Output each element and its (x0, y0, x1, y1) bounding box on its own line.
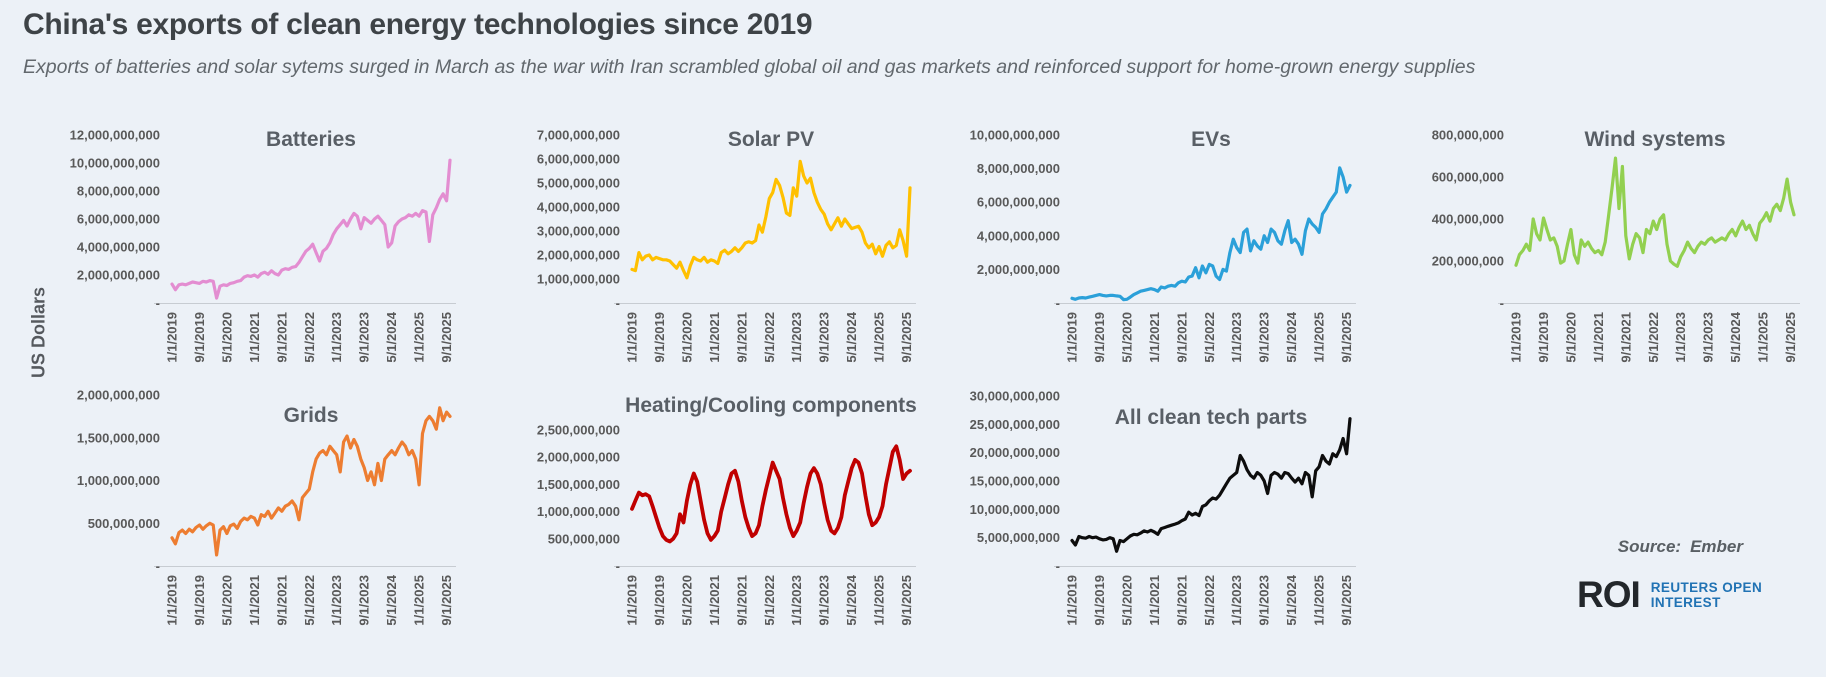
y-tick-label: 2,000,000,000 (536, 449, 620, 465)
y-axis-unit-label: US Dollars (28, 286, 49, 379)
x-tick-label: 1/1/2021 (706, 575, 722, 626)
x-tick-label: 5/1/2022 (761, 312, 777, 363)
x-tick-label: 9/1/2025 (1783, 312, 1799, 363)
roi-logo (1577, 574, 1763, 615)
x-tick-label: 5/1/2020 (219, 575, 235, 626)
y-tick-label: 8,000,000,000 (76, 183, 160, 199)
x-tick-label: 1/1/2021 (246, 575, 262, 626)
y-tick-label: 10,000,000,000 (969, 501, 1060, 517)
x-tick-label: 1/1/2023 (1229, 575, 1245, 626)
y-tick-label: - (615, 558, 620, 574)
y-tick-label: 6,000,000,000 (76, 211, 160, 227)
batteries-chart-title: Batteries (266, 128, 356, 151)
y-tick-label: 200,000,000 (1431, 253, 1504, 269)
solar-pv-chart (482, 98, 922, 376)
x-tick-label: 5/1/2020 (1119, 312, 1135, 363)
y-tick-label: 600,000,000 (1431, 169, 1504, 185)
y-tick-label: 6,000,000,000 (536, 151, 620, 167)
x-tick-label: 1/1/2025 (411, 575, 427, 626)
x-tick-label: 1/1/2025 (871, 312, 887, 363)
heating-chart-title: Heating/Cooling components (625, 394, 917, 417)
y-tick-label: 1,000,000,000 (536, 504, 620, 520)
x-tick-label: 9/1/2021 (1618, 312, 1634, 363)
x-tick-label: 5/1/2022 (301, 575, 317, 626)
y-tick-label: 10,000,000,000 (969, 127, 1060, 143)
heating-line-chart (482, 338, 922, 673)
x-tick-label: 9/1/2019 (1535, 312, 1551, 363)
source-label: Source: (1617, 537, 1682, 556)
y-tick-label: 20,000,000,000 (969, 445, 1060, 461)
y-tick-label: 5,000,000,000 (976, 530, 1060, 546)
x-tick-label: 9/1/2019 (1091, 312, 1107, 363)
x-tick-label: 9/1/2023 (356, 575, 372, 626)
x-tick-label: 5/1/2024 (384, 575, 400, 626)
x-tick-label: 1/1/2019 (1508, 312, 1524, 363)
y-tick-label: 2,000,000,000 (76, 387, 160, 403)
y-tick-label: 4,000,000,000 (76, 239, 160, 255)
y-tick-label: 5,000,000,000 (536, 175, 620, 191)
x-tick-label: 9/1/2019 (191, 575, 207, 626)
heating-cooling-chart (482, 338, 922, 673)
x-tick-label: 1/1/2021 (1146, 312, 1162, 363)
x-tick-label: 5/1/2020 (679, 575, 695, 626)
x-tick-label: 5/1/2020 (1563, 312, 1579, 363)
x-tick-label: 5/1/2024 (844, 312, 860, 363)
x-tick-label: 5/1/2024 (1728, 312, 1744, 363)
x-tick-label: 1/1/2021 (1590, 312, 1606, 363)
all-clean-tech-chart (922, 338, 1362, 673)
y-tick-label: 6,000,000,000 (976, 194, 1060, 210)
y-tick-label: 2,500,000,000 (536, 422, 620, 438)
x-tick-label: 9/1/2019 (191, 312, 207, 363)
page-subtitle: Exports of batteries and solar sytems surged in March as the war with Iran scrambled global oil and gas markets and reinforced support for home-grown energy supplies (23, 56, 1476, 78)
x-tick-label: 5/1/2022 (1645, 312, 1661, 363)
source-attribution (1618, 537, 1743, 557)
y-tick-label: 2,000,000,000 (536, 247, 620, 263)
grids-chart (22, 338, 462, 673)
evs-series-line (1072, 168, 1350, 300)
x-tick-label: 5/1/2020 (219, 312, 235, 363)
page-title: China's exports of clean energy technologies since 2019 (23, 8, 813, 41)
y-tick-label: - (155, 295, 160, 311)
y-tick-label: 10,000,000,000 (69, 155, 160, 171)
y-tick-label: - (1499, 295, 1504, 311)
wind-series-line (1516, 158, 1794, 266)
x-tick-label: 9/1/2023 (356, 312, 372, 363)
x-tick-label: 5/1/2022 (1201, 312, 1217, 363)
x-tick-label: 9/1/2025 (899, 575, 915, 626)
batteries-series-line (172, 160, 450, 298)
wind-line-chart (1366, 98, 1806, 376)
source-name: Ember (1690, 537, 1743, 556)
allparts-line-chart (922, 338, 1362, 673)
x-tick-label: 1/1/2021 (1146, 575, 1162, 626)
x-tick-label: 9/1/2021 (274, 312, 290, 363)
x-tick-label: 1/1/2021 (706, 312, 722, 363)
grids-chart-title: Grids (283, 404, 339, 427)
y-tick-label: 1,000,000,000 (76, 473, 160, 488)
x-tick-label: 9/1/2025 (439, 312, 455, 363)
x-tick-label: 1/1/2019 (624, 575, 640, 626)
heating-series-line (632, 446, 910, 541)
x-tick-label: 1/1/2023 (789, 312, 805, 363)
x-tick-label: 9/1/2023 (1700, 312, 1716, 363)
x-tick-label: 1/1/2025 (1311, 312, 1327, 363)
x-tick-label: 9/1/2021 (1174, 312, 1190, 363)
x-tick-label: 9/1/2025 (439, 575, 455, 626)
x-tick-label: 1/1/2025 (1311, 575, 1327, 626)
x-tick-label: 5/1/2022 (1201, 575, 1217, 626)
solar-chart-title: Solar PV (727, 128, 815, 151)
x-tick-label: 9/1/2025 (899, 312, 915, 363)
y-tick-label: - (1055, 558, 1060, 574)
x-tick-label: 9/1/2023 (816, 312, 832, 363)
x-tick-label: 9/1/2023 (1256, 575, 1272, 626)
y-tick-label: 800,000,000 (1431, 127, 1504, 143)
y-tick-label: 4,000,000,000 (976, 228, 1060, 244)
y-tick-label: - (615, 295, 620, 311)
x-tick-label: 1/1/2025 (1755, 312, 1771, 363)
x-tick-label: 1/1/2023 (1673, 312, 1689, 363)
y-tick-label: 4,000,000,000 (536, 199, 620, 215)
x-tick-label: 1/1/2019 (164, 312, 180, 363)
y-tick-label: 8,000,000,000 (976, 161, 1060, 177)
x-tick-label: 1/1/2025 (871, 575, 887, 626)
wind-systems-chart (1366, 98, 1806, 376)
x-tick-label: 9/1/2021 (274, 575, 290, 626)
x-tick-label: 1/1/2023 (1229, 312, 1245, 363)
x-tick-label: 5/1/2020 (679, 312, 695, 363)
wind-chart-title: Wind systems (1584, 128, 1726, 151)
y-tick-label: 25,000,000,000 (969, 416, 1060, 432)
x-tick-label: 9/1/2019 (651, 575, 667, 626)
x-tick-label: 5/1/2022 (301, 312, 317, 363)
x-tick-label: 5/1/2020 (1119, 575, 1135, 626)
x-tick-label: 5/1/2022 (761, 575, 777, 626)
batteries-line-chart (22, 98, 462, 376)
y-tick-label: 400,000,000 (1431, 211, 1504, 227)
x-tick-label: 9/1/2021 (1174, 575, 1190, 626)
x-tick-label: 9/1/2019 (1091, 575, 1107, 626)
roi-logo-abbr: ROI (1577, 574, 1640, 615)
x-tick-label: 1/1/2023 (329, 312, 345, 363)
x-tick-label: 5/1/2024 (1284, 312, 1300, 363)
y-tick-label: 500,000,000 (87, 515, 160, 531)
x-tick-label: 1/1/2019 (624, 312, 640, 363)
allparts-series-line (1072, 419, 1350, 552)
roi-logo-wordmark (1651, 578, 1762, 611)
y-tick-label: 15,000,000,000 (969, 473, 1060, 489)
x-tick-label: 5/1/2024 (384, 312, 400, 363)
solar-series-line (632, 161, 910, 277)
x-tick-label: 1/1/2019 (1064, 312, 1080, 363)
x-tick-label: 1/1/2023 (789, 575, 805, 626)
roi-logo-line1: REUTERS OPEN (1650, 580, 1763, 595)
roi-logo-line2: INTEREST (1650, 594, 1721, 610)
evs-chart (922, 98, 1362, 376)
y-tick-label: - (1055, 295, 1060, 311)
y-tick-label: 12,000,000,000 (69, 127, 160, 143)
y-tick-label: - (155, 558, 160, 574)
grids-series-line (172, 408, 450, 555)
y-tick-label: 1,500,000,000 (536, 476, 620, 492)
solar-line-chart (482, 98, 922, 376)
y-tick-label: 500,000,000 (547, 531, 620, 547)
y-tick-label: 1,500,000,000 (76, 430, 160, 446)
x-tick-label: 1/1/2021 (246, 312, 262, 363)
y-tick-label: 3,000,000,000 (536, 223, 620, 239)
x-tick-label: 5/1/2024 (844, 575, 860, 626)
x-tick-label: 9/1/2025 (1339, 312, 1355, 363)
x-tick-label: 9/1/2021 (734, 312, 750, 363)
grids-line-chart (22, 338, 462, 673)
evs-line-chart (922, 98, 1362, 376)
x-tick-label: 9/1/2019 (651, 312, 667, 363)
evs-chart-title: EVs (1191, 128, 1231, 151)
x-tick-label: 9/1/2021 (734, 575, 750, 626)
x-tick-label: 5/1/2024 (1284, 575, 1300, 626)
x-tick-label: 9/1/2023 (816, 575, 832, 626)
x-tick-label: 9/1/2025 (1339, 575, 1355, 626)
x-tick-label: 1/1/2023 (329, 575, 345, 626)
x-tick-label: 1/1/2025 (411, 312, 427, 363)
y-tick-label: 30,000,000,000 (969, 388, 1060, 404)
x-tick-label: 9/1/2023 (1256, 312, 1272, 363)
y-tick-label: 2,000,000,000 (976, 261, 1060, 277)
allparts-chart-title: All clean tech parts (1114, 406, 1308, 429)
x-tick-label: 1/1/2019 (1064, 575, 1080, 626)
y-tick-label: 7,000,000,000 (536, 127, 620, 143)
y-tick-label: 2,000,000,000 (76, 267, 160, 283)
batteries-chart (22, 98, 462, 376)
y-tick-label: 1,000,000,000 (536, 271, 620, 287)
x-tick-label: 1/1/2019 (164, 575, 180, 626)
